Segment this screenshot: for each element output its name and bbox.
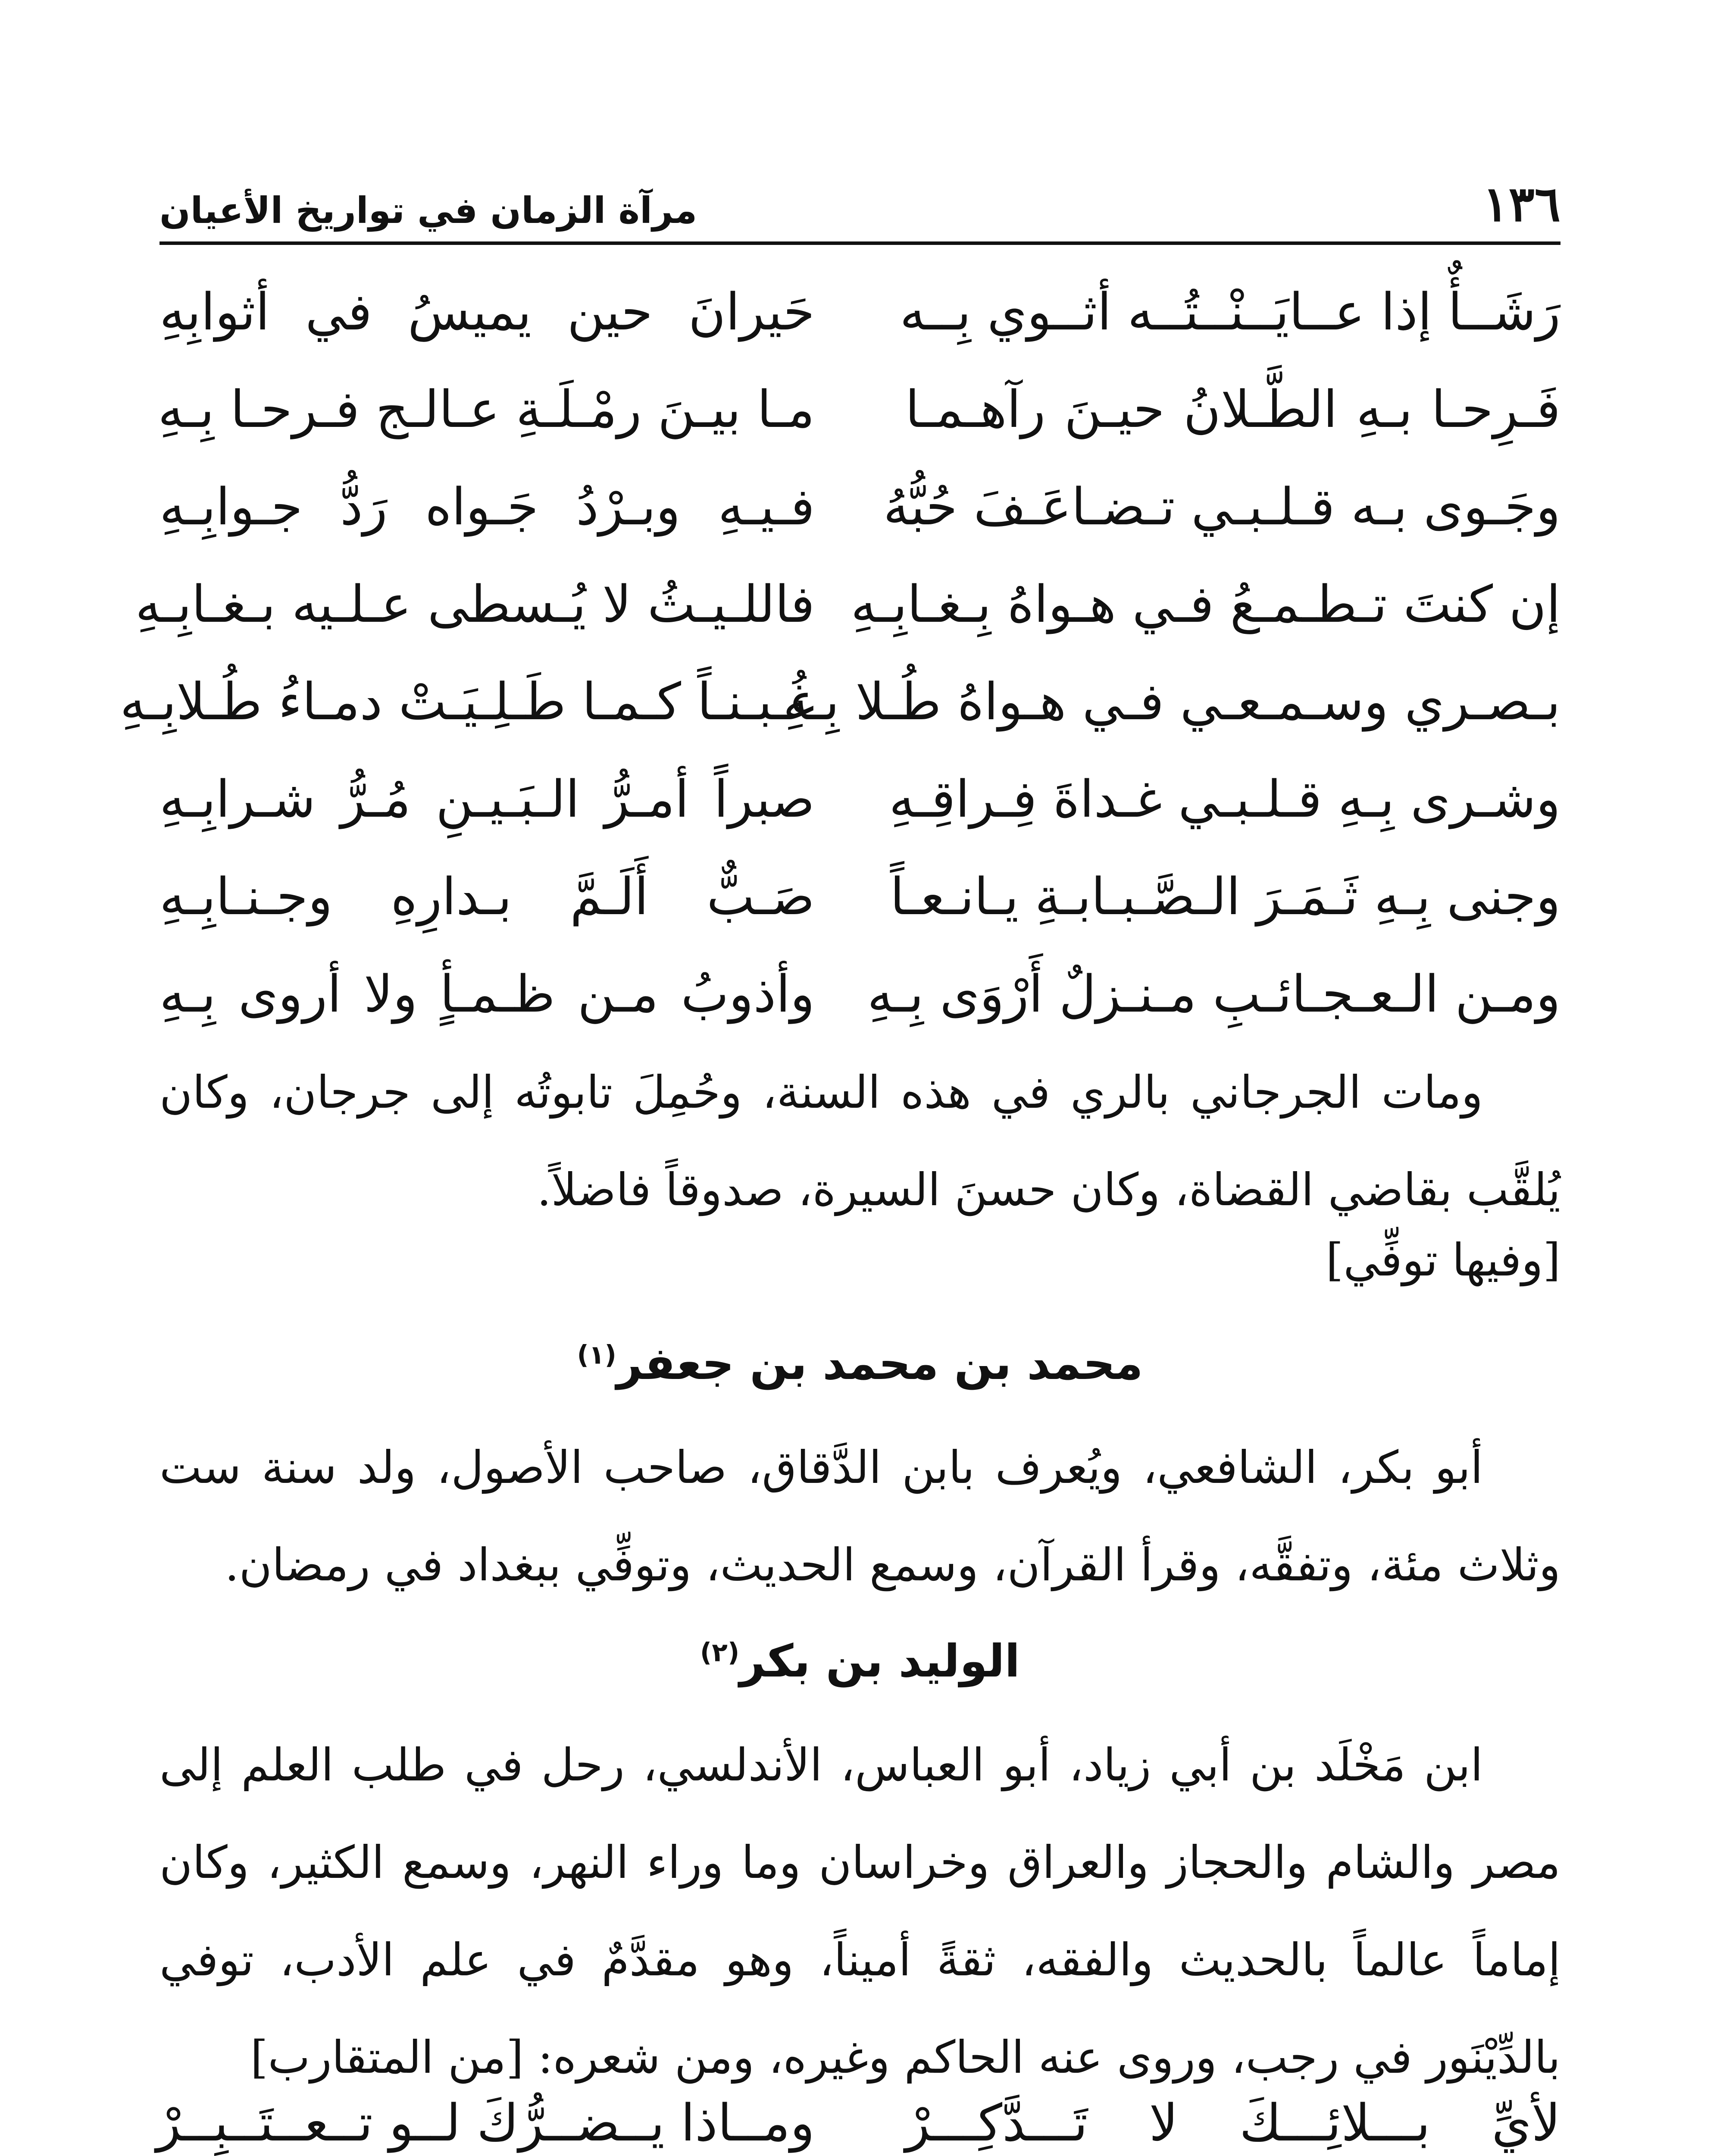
verse-sadr: ومـن الـعـجـائـبِ مـنـزلٌ أَرْوَى بِـهِ (867, 964, 1561, 1024)
verse-ajuz: مـا بيـنَ رمْـلَـةِ عـالـج فـرحـا بِـهِ (158, 379, 815, 439)
verse (159, 945, 1561, 1043)
entry-title: محمد بن محمد بن جعفر (616, 1337, 1143, 1390)
running-title: مرآة الزمان في تواريخ الأعيان (159, 189, 697, 232)
verse-ajuz: ومــاذا يــضــرُّكَ لــو تــعــتَــبِــرْ (156, 2093, 815, 2153)
verse-sadr: فَـرِحـا بـهِ الطَّـلانُ حيـنَ رآهـمـا (905, 379, 1561, 439)
verse (159, 750, 1561, 848)
verse (156, 2074, 1561, 2156)
verse-ajuz: غُـبـنـاً كـمـا طَـلِـيَـتْ دمـاءُ طُـلابِـهِ (120, 672, 815, 731)
poem-2 (156, 2074, 1561, 2156)
entry-body-2 (159, 1716, 1561, 2106)
verse-sadr: رَشَــأٌ إذا عــايَــنْــتُــه أثــوي بِــه (900, 282, 1561, 342)
verse-ajuz: صَـبٌّ أَلَـمَّ بـدارِهِ وجـنـابِـهِ (159, 867, 815, 926)
verse (159, 360, 1561, 458)
section-marker: [وفيها توفِّي] (1326, 1234, 1561, 1286)
verse (135, 555, 1561, 653)
verse-ajuz: صبراً أمـرُّ الـبَـيـنِ مُـرُّ شـرابِـهِ (159, 769, 815, 829)
verse-sadr: بـصـري وسـمـعـي فـي هـواهُ طُـلا بِـهِ (783, 672, 1561, 731)
entry-text: أبو بكر، الشافعي، ويُعرف بابن الدَّقاق، صاحب الأصول، ولد سنة ست وثلاث مئة، وتفقَّه، وقرأ القرآن، وسمع الحديث، وتوفِّي ببغداد في رمضان. (159, 1441, 1561, 1591)
verse-sadr: وشـرى بِـهِ قـلـبـي غـداةَ فِـراقِـهِ (889, 769, 1561, 829)
poem-1 (120, 263, 1561, 1043)
entry-text: ابن مَخْلَد بن أبي زياد، أبو العباس، الأندلسي، رحل في طلب العلم إلى مصر والشام والحجاز والعراق وخراسان وما وراء النهر، وسمع الكثير، وكان إماماً عالماً بالحديث والفقه، ثقةً أميناً، وهو مقدَّمٌ في علم الأدب، توفي بالدِّيْنَور في رجب، وروى عنه الحاكم وغيره، ومن شعره: [من المتقارب] (159, 1739, 1561, 2084)
entry-heading-1 (159, 1337, 1561, 1390)
entry-heading-2 (159, 1635, 1561, 1687)
verse (120, 653, 1561, 750)
header-rule (159, 241, 1561, 245)
entry-body-1 (159, 1419, 1561, 1614)
verse-sadr: وجَـوى بـه قـلـبـي تـضـاعَـفَ حُبُّهُ (883, 477, 1561, 536)
page-number: ١٣٦ (1482, 176, 1561, 232)
verse-sadr: وجنى بِـهِ ثَـمَـرَ الـصَّـبـابـةِ يـانـعـاً (890, 867, 1561, 926)
footnote-ref: (١) (577, 1340, 616, 1370)
verse-sadr: إن كنتَ تـطـمـعُ فـي هـواهُ بِـغـابِـهِ (851, 574, 1561, 634)
page-header (159, 164, 1561, 232)
verse (159, 263, 1561, 360)
verse-ajuz: حَيرانَ حين يميسُ في أثوابِهِ (159, 282, 815, 342)
footnote-ref: (٢) (700, 1637, 740, 1668)
verse-ajuz: فـيـهِ وبـرْدُ جَـواه رَدُّ جـوابِـهِ (159, 477, 815, 536)
paragraph-death-notice (159, 1044, 1561, 1238)
verse (159, 848, 1561, 945)
verse (159, 458, 1561, 555)
verse-ajuz: وأذوبُ مـن ظـمـأٍ ولا أروى بِـهِ (159, 964, 815, 1024)
entry-title: الوليد بن بكر (739, 1635, 1020, 1687)
verse-sadr: لأيِّ بـــلائِـــكَ لا تَـــدَّكِـــرْ (905, 2093, 1561, 2153)
verse-ajuz: فاللـيـثُ لا يُـسطى عـلـيه بـغـابِـهِ (135, 574, 815, 634)
paragraph-text: ومات الجرجاني بالري في هذه السنة، وحُمِلَ تابوتُه إلى جرجان، وكان يُلقَّب بقاضي القضاة، وكان حسنَ السيرة، صدوقاً فاضلاً. (159, 1066, 1561, 1216)
